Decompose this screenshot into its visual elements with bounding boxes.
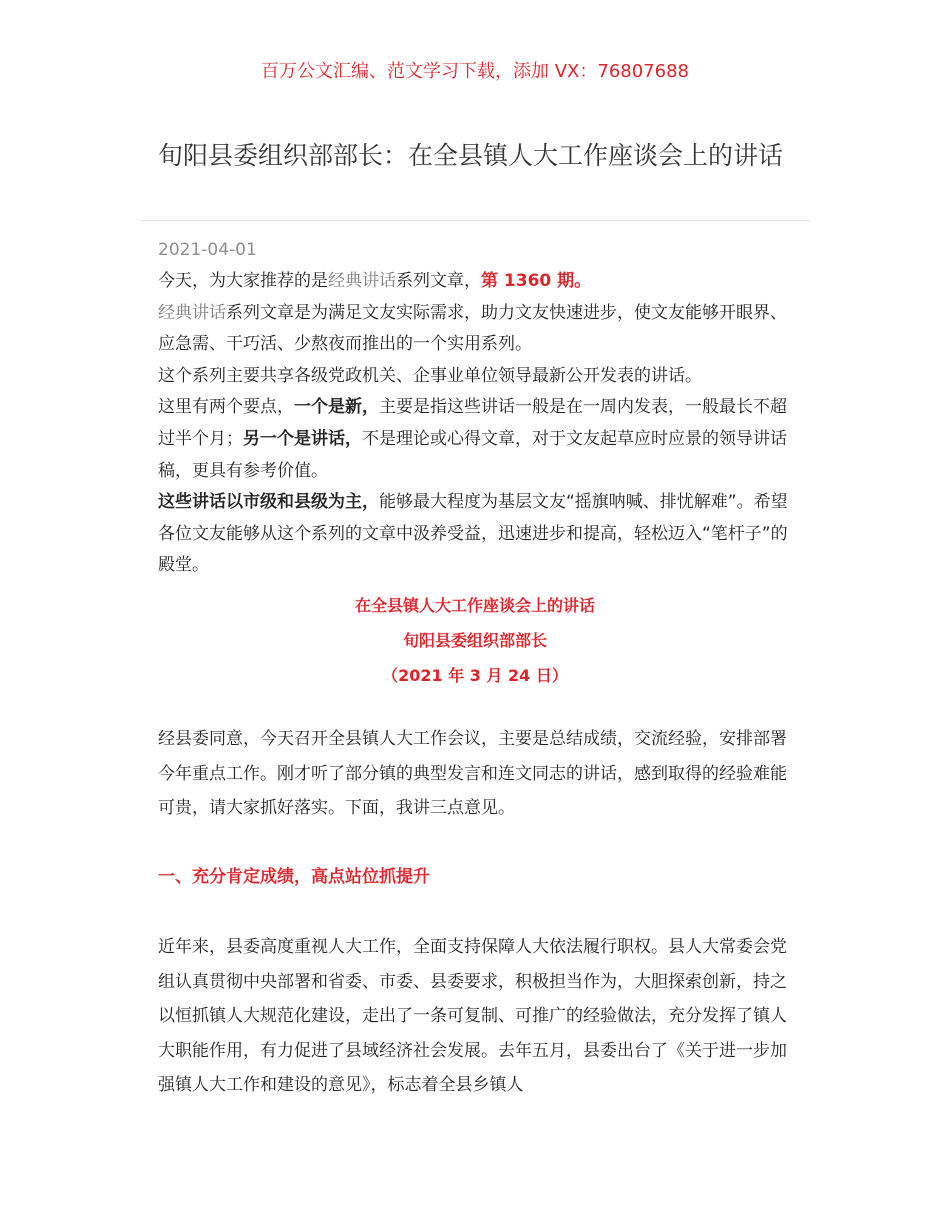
intro-para2-text: 系列文章是为满足文友实际需求，助力文友快速进步，使文友能够开眼界、应急需、干巧活、少熬夜而推出的一个实用系列。: [158, 302, 787, 355]
promo-banner: 百万公文汇编、范文学习下载，添加 VX：76807688: [261, 61, 689, 82]
speech-date: （2021 年 3 月 24 日）: [382, 666, 568, 685]
body-paragraph-2: 近年来，县委高度重视人大工作，全面支持保障人大依法履行职权。县人大常委会党组认真贯彻中央部署和省委、市委、县委要求，积极担当作为，大胆探索创新，持之以恒抓镇人大规范化建设，走出了一条可复制、可推广的经验做法，充分发挥了镇人大职能作用，有力促进了县域经济社会发展。去年五月，县委出台了《关于进一步加强镇人大工作和建设的意见》，标志着全县乡镇人: [158, 937, 787, 1095]
article-date: 2021-04-01: [158, 240, 257, 260]
series-name-2: 经典讲话: [158, 302, 226, 323]
body-paragraph-1: 经县委同意，今天召开全县镇人大工作会议，主要是总结成绩，交流经验，安排部署今年重点工作。刚才听了部分镇的典型发言和连文同志的讲话，感到取得的经验难能可贵，请大家抓好落实。下面，我讲三点意见。: [158, 729, 787, 818]
para4-e: 不是理论或心得文章，对于文友起草应时应景的领导讲话稿，更具有参考价值。: [158, 428, 787, 481]
para4-b: 一个是新，: [294, 397, 379, 418]
title-divider: [140, 220, 810, 221]
intro-line-1: [158, 266, 798, 298]
para4-a: 这里有两个要点，: [158, 397, 294, 418]
intro-para-2: [158, 298, 798, 361]
intro-section: [158, 266, 798, 582]
intro-para-3: 这个系列主要共享各级党政机关、企事业单位领导最新公开发表的讲话。: [158, 365, 702, 386]
para4-c: 主要是指这些讲话一般是在一周内发表，一般最长不超过半个月；: [158, 397, 787, 449]
para5-bold: 这些讲话以市级和县级为主，: [158, 492, 379, 513]
speech-header: [158, 588, 792, 693]
issue-number: 第 1360 期。: [481, 271, 592, 291]
intro-line1-prefix: 今天，为大家推荐的是: [158, 271, 328, 291]
section-heading-1: 一、充分肯定成绩，高点站位抓提升: [158, 867, 430, 887]
speech-speaker: 旬阳县委组织部部长: [402, 631, 547, 650]
intro-line1-mid: 系列文章，: [396, 271, 481, 291]
intro-para-4: [158, 392, 798, 487]
series-name: 经典讲话: [328, 271, 396, 291]
para4-d: 另一个是讲话，: [243, 428, 362, 449]
para5-text: 能够最大程度为基层文友“摇旗呐喊、排忧解难”。希望各位文友能够从这个系列的文章中汲养受益，迅速进步和提高，轻松迈入“笔杆子”的殿堂。: [158, 492, 788, 576]
article-title: 旬阳县委组织部部长：在全县镇人大工作座谈会上的讲话: [158, 141, 784, 170]
intro-para-5: [158, 487, 798, 582]
speech-title: 在全县镇人大工作座谈会上的讲话: [354, 596, 595, 615]
